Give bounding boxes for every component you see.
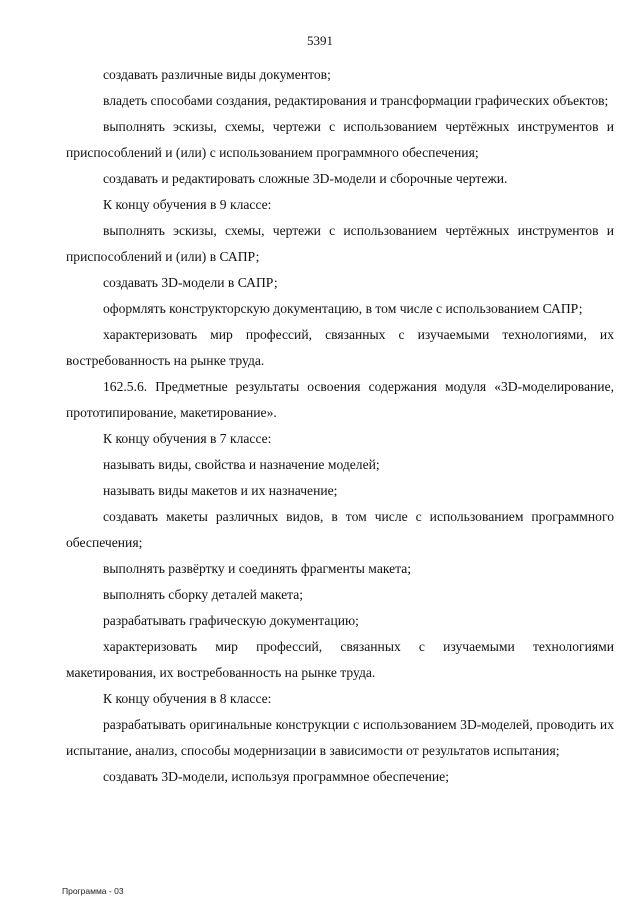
paragraph: создавать 3D-модели в САПР; <box>103 275 278 290</box>
paragraph: владеть способами создания, редактирования и трансформации графических объектов; <box>103 93 609 108</box>
paragraph: называть виды, свойства и назначение моделей; <box>103 457 380 472</box>
section-heading: 162.5.6. Предметные результаты освоения содержания модуля «3D-моделирование, прототипирование, макетирование». <box>66 379 614 420</box>
paragraph: выполнять сборку деталей макета; <box>103 587 304 602</box>
paragraph: выполнять эскизы, схемы, чертежи с использованием чертёжных инструментов и приспособлений и (или) с использованием программного обеспечения; <box>66 119 614 160</box>
paragraph: К концу обучения в 8 классе: <box>103 691 272 706</box>
paragraph: характеризовать мир профессий, связанных с изучаемыми технологиями, их востребованность на рынке труда. <box>66 327 614 368</box>
paragraph: разрабатывать графическую документацию; <box>103 613 359 628</box>
document-body <box>66 62 614 790</box>
paragraph: выполнять развёртку и соединять фрагменты макета; <box>103 561 412 576</box>
paragraph: создавать 3D-модели, используя программное обеспечение; <box>103 769 449 784</box>
paragraph: создавать различные виды документов; <box>103 67 331 82</box>
paragraph: разрабатывать оригинальные конструкции с использованием 3D-моделей, проводить их испытание, анализ, способы модернизации в зависимости от результатов испытания; <box>66 717 614 758</box>
paragraph: К концу обучения в 9 классе: <box>103 197 272 212</box>
paragraph: характеризовать мир профессий, связанных с изучаемыми технологиями макетирования, их востребованность на рынке труда. <box>66 639 614 680</box>
paragraph: выполнять эскизы, схемы, чертежи с использованием чертёжных инструментов и приспособлений и (или) в САПР; <box>66 223 614 264</box>
footer-label: Программа - 03 <box>62 886 124 896</box>
paragraph: оформлять конструкторскую документацию, в том числе с использованием САПР; <box>103 301 583 316</box>
paragraph: К концу обучения в 7 классе: <box>103 431 272 446</box>
paragraph: называть виды макетов и их назначение; <box>103 483 338 498</box>
paragraph: создавать и редактировать сложные 3D-модели и сборочные чертежи. <box>103 171 508 186</box>
page-number: 5391 <box>307 33 333 48</box>
paragraph: создавать макеты различных видов, в том числе с использованием программного обеспечения; <box>66 509 614 550</box>
